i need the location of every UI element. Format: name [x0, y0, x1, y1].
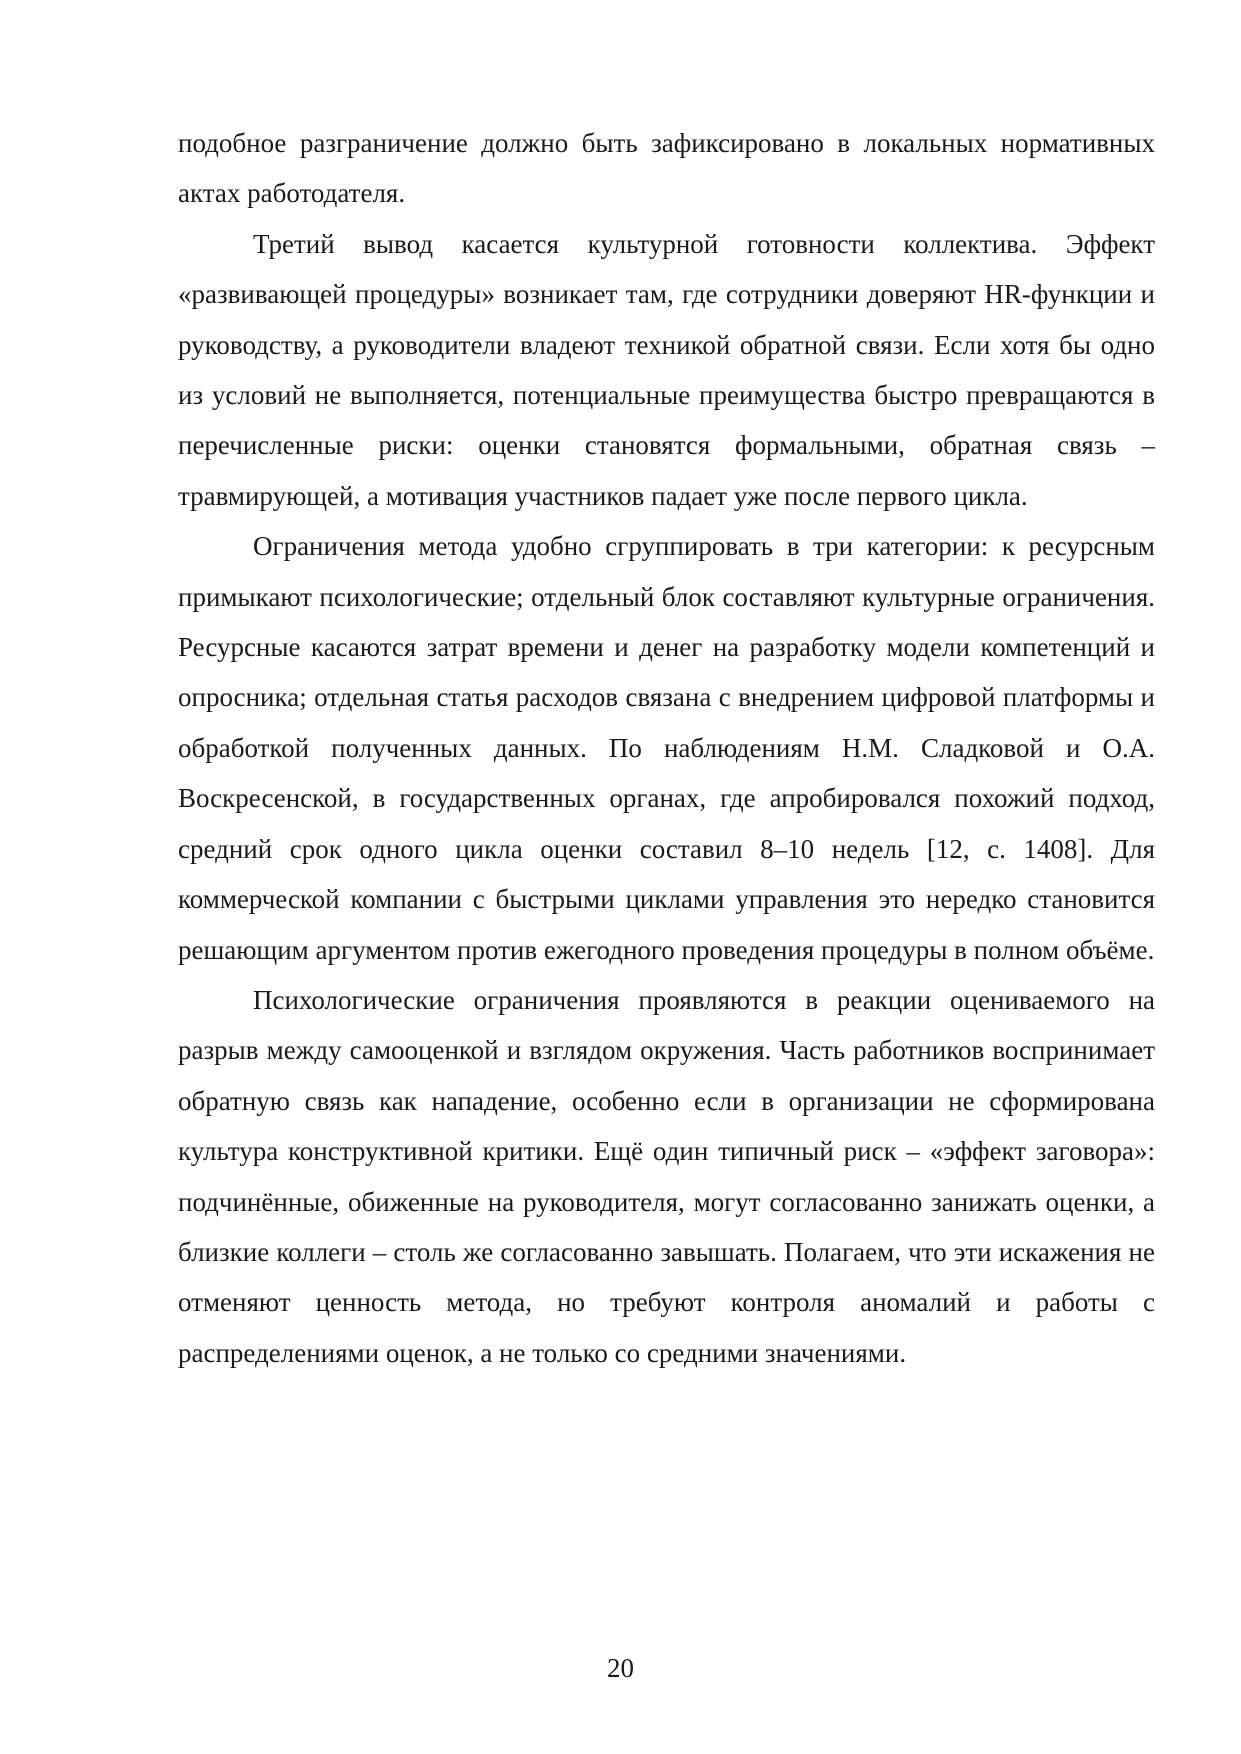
paragraph-1: подобное разграничение должно быть зафиксировано в локальных нормативных актах работодателя.	[178, 128, 1155, 209]
paragraph-2: Третий вывод касается культурной готовности коллектива. Эффект «развивающей процедуры» возникает там, где сотрудники доверяют HR-функции и руководству, а руководители владеют техникой обратной связи. Если хотя бы одно из условий не выполняется, потенциальные преимущества быстро превращаются в перечисленные риски: оценки становятся формальными, обратная связь – травмирующей, а мотивация участников падает уже после первого цикла.	[178, 228, 1155, 511]
body-text	[178, 118, 1155, 1378]
paragraph-3: Ограничения метода удобно сгруппировать в три категории: к ресурсным примыкают психологические; отдельный блок составляют культурные ограничения. Ресурсные касаются затрат времени и денег на разработку модели компетенций и опросника; отдельная статья расходов связана с внедрением цифровой платформы и обработкой полученных данных. По наблюдениям Н.М. Сладковой и О.А. Воскресенской, в государственных органах, где апробировался похожий подход, средний срок одного цикла оценки составил 8–10 недель [12, с. 1408]. Для коммерческой компании с быстрыми циклами управления это нередко становится решающим аргументом против ежегодного проведения процедуры в полном объёме.	[178, 531, 1155, 965]
page-number: 20	[607, 1653, 634, 1683]
paragraph-4: Психологические ограничения проявляются в реакции оцениваемого на разрыв между самооценкой и взглядом окружения. Часть работников воспринимает обратную связь как нападение, особенно если в организации не сформирована культура конструктивной критики. Ещё один типичный риск – «эффект заговора»: подчинённые, обиженные на руководителя, могут согласованно занижать оценки, а близкие коллеги – столь же согласованно завышать. Полагаем, что эти искажения не отменяют ценность метода, но требуют контроля аномалий и работы с распределениями оценок, а не только со средними значениями.	[178, 984, 1155, 1368]
